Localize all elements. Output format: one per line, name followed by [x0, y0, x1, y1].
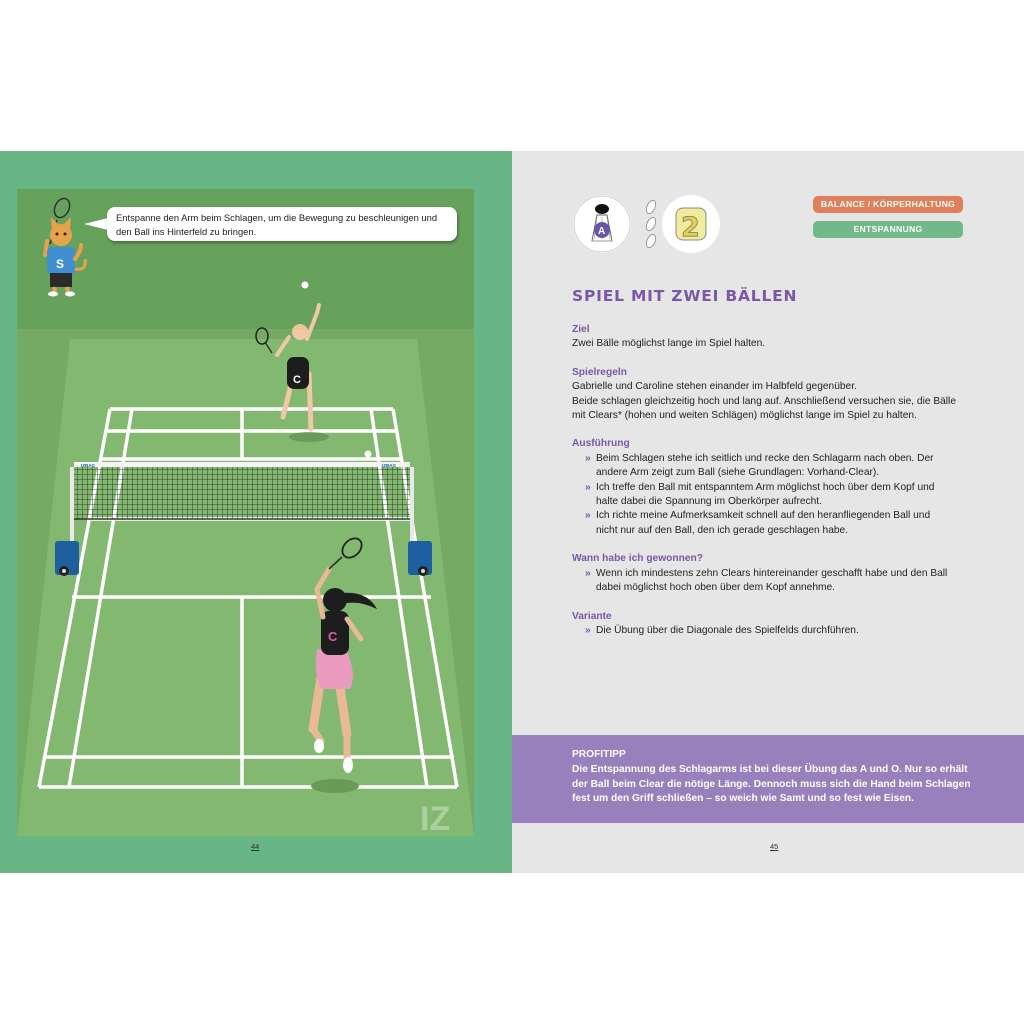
bullet-line: Ich richte meine Aufmerksamkeit schnell auf den heranfliegenden Ball und [596, 510, 931, 522]
tag-balance: BALANCE / KÖRPERHALTUNG [813, 196, 963, 213]
net-brand-right: IZBAG [382, 463, 396, 468]
bullet-line: dabei möglichst hoch oben über dem Kopf annehme. [596, 582, 835, 594]
left-page [0, 151, 512, 873]
badge-letter: A [598, 226, 606, 237]
bullet-item [572, 452, 972, 481]
section-heading-variante: Variante [572, 610, 612, 622]
speech-bubble-tail [84, 218, 108, 230]
bullet-item [572, 481, 972, 510]
feather-icons [644, 199, 657, 249]
tag-entspannung: ENTSPANNUNG [813, 221, 963, 238]
section-ausfuehrung [572, 437, 972, 538]
exercise-content [572, 323, 972, 652]
bullet-line: Die Übung über die Diagonale des Spielfelds durchführen. [596, 624, 859, 636]
net-brand-left: IZBAG [81, 463, 95, 468]
level-number: 2 [681, 212, 700, 243]
bullet-line: Beim Schlagen stehe ich seitlich und recke den Schlagarm nach oben. Der [596, 452, 934, 464]
section-heading-spielregeln: Spielregeln [572, 366, 627, 378]
bullet-item [572, 567, 972, 596]
bullet-line: Wenn ich mindestens zehn Clears hintereinander geschafft habe und den Ball [596, 567, 948, 579]
section-heading-ausfuehrung: Ausführung [572, 438, 630, 450]
far-player-shirt-letter: C [293, 374, 301, 386]
shuttlecock-net [365, 451, 372, 458]
profitipp-box [512, 735, 1024, 823]
bullet-line: halte dabei die Spannung im Oberkörper aufrecht. [596, 496, 822, 508]
spielregeln-line: mit Clears* (hohen und weiten Schlägen) möglichst lange im Spiel zu halten. [572, 410, 917, 422]
shuttlecock-badge-icon [573, 195, 631, 253]
bullet-item [572, 624, 972, 638]
spielregeln-line: Beide schlagen gleichzeitig hoch und lang auf. Anschließend versuchen sie, die Bälle [572, 395, 956, 407]
right-page [512, 151, 1024, 873]
shuttlecock-far [302, 282, 309, 289]
badminton-court-illustration [17, 189, 474, 836]
speech-bubble: Entspanne den Arm beim Schlagen, um die Bewegung zu beschleunigen und den Ball ins Hinterfeld zu bringen. [107, 207, 457, 241]
bullet-line: nicht nur auf den Ball, den ich gerade geschlagen habe. [596, 524, 849, 536]
bullet-marker: » [585, 481, 591, 493]
mascot-shirt-letter: S [56, 257, 65, 271]
exercise-level-icons [572, 195, 722, 255]
spielregeln-line: Gabrielle und Caroline stehen einander im Halbfeld gegenüber. [572, 381, 857, 393]
corner-logo: IZ [420, 800, 451, 836]
profitipp-line: Die Entspannung des Schlagarms ist bei dieser Übung das A und O. Nur so erhält [572, 764, 968, 776]
bullet-line: Ich treffe den Ball mit entspanntem Arm möglichst hoch über dem Kopf und [596, 481, 935, 493]
level-badge [662, 195, 720, 253]
section-spielregeln [572, 366, 972, 424]
book-spread [0, 151, 1024, 873]
profitipp-title: PROFITIPP [572, 749, 626, 760]
near-player-shirt-letter: C [328, 629, 338, 644]
bullet-item [572, 509, 972, 538]
section-heading-gewonnen: Wann habe ich gewonnen? [572, 553, 703, 565]
page-number-left: 44 [251, 842, 260, 851]
section-ziel [572, 323, 972, 352]
bullet-marker: » [585, 510, 591, 522]
section-heading-ziel: Ziel [572, 324, 590, 335]
bullet-marker: » [585, 567, 591, 579]
bullet-marker: » [585, 452, 591, 464]
profitipp-line: fest um den Griff schließen – so weich wie Samt und so fest wie Eisen. [572, 793, 914, 805]
ziel-text: Zwei Bälle möglichst lange im Spiel halten. [572, 338, 766, 350]
bullet-line: andere Arm zeigt zum Ball (siehe Grundlagen: Vorhand-Clear). [596, 467, 880, 479]
section-variante [572, 610, 972, 639]
bullet-marker: » [585, 624, 591, 636]
page-number-right: 45 [770, 842, 779, 851]
section-gewonnen [572, 552, 972, 595]
exercise-title: SPIEL MIT ZWEI BÄLLEN [572, 287, 798, 305]
profitipp-line: der Ball beim Clear die nötige Länge. Dennoch muss sich die Hand beim Schlagen [572, 778, 971, 790]
